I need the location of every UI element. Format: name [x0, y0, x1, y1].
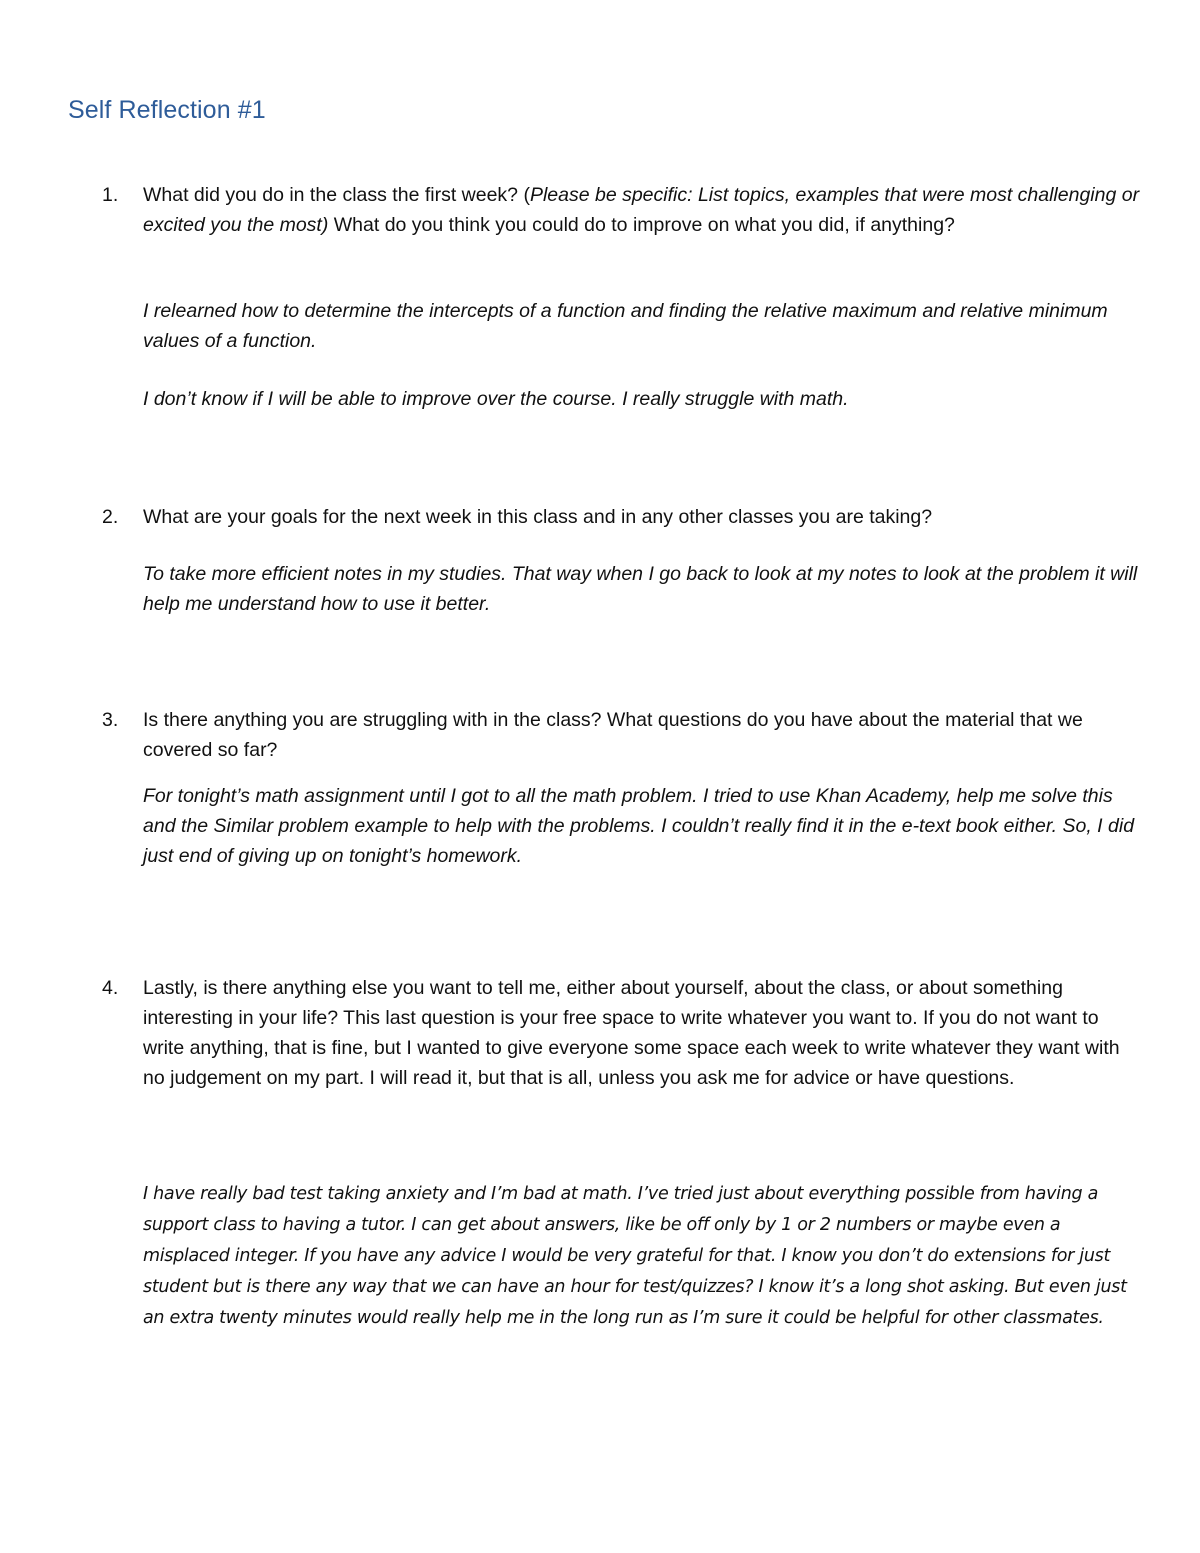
question-number: 3.: [102, 709, 119, 731]
question-text-part: What did you do in the class the first week? (: [143, 184, 530, 206]
question-text: What are your goals for the next week in this class and in any other classes you are taking?: [143, 506, 933, 528]
answer-4: I have really bad test taking anxiety and I’m bad at math. I’ve tried just about everything possible from having a support class to having a tutor. I can get about answers, like be off only by 1 or 2 numbers or maybe even a misplaced integer. If you have any advice I would be very grateful for that. I know you don’t do extensions for just student but is there any way that we can have an hour for test/quizzes? I know it’s a long shot asking. But even just an extra twenty minutes would really help me in the long run as I’m sure it could be helpful for other classmates.: [143, 1184, 1127, 1328]
answer-3: For tonight’s math assignment until I got to all the math problem. I tried to use Khan Academy, help me solve this and the Similar problem example to help with the problems. I couldn’t really find it in the e-text book either. So, I did just end of giving up on tonight’s homework.: [143, 785, 1135, 867]
question-number: 1.: [102, 184, 119, 206]
question-2: [102, 502, 1142, 532]
answer-2: To take more efficient notes in my studies. That way when I go back to look at my notes to look at the problem it will help me understand how to use it better.: [143, 563, 1138, 615]
question-text: [143, 180, 1142, 240]
question-text: Is there anything you are struggling with in the class? What questions do you have about the material that we covered so far?: [143, 709, 1083, 761]
answer-1a: I relearned how to determine the intercepts of a function and finding the relative maximum and relative minimum values of a function.: [143, 300, 1108, 352]
question-number: 2.: [102, 506, 119, 528]
question-3: [102, 705, 1142, 765]
question-4: [102, 973, 1142, 1093]
page-title: Self Reflection #1: [68, 96, 266, 124]
answer-1b: I don’t know if I will be able to improve over the course. I really struggle with math.: [143, 388, 849, 410]
question-text-italic: Please be specific: List topics, examples that were most challenging or excited you the most): [143, 184, 1140, 236]
question-text: Lastly, is there anything else you want to tell me, either about yourself, about the class, or about something interesting in your life? This last question is your free space to write whatever you want to. If you do not want to write anything, that is fine, but I wanted to give everyone some space each week to write whatever they want with no judgement on my part. I will read it, but that is all, unless you ask me for advice or have questions.: [143, 977, 1120, 1089]
question-number: 4.: [102, 977, 119, 999]
question-1: [102, 180, 1142, 240]
question-text-part: What do you think you could do to improve on what you did, if anything?: [328, 214, 955, 236]
